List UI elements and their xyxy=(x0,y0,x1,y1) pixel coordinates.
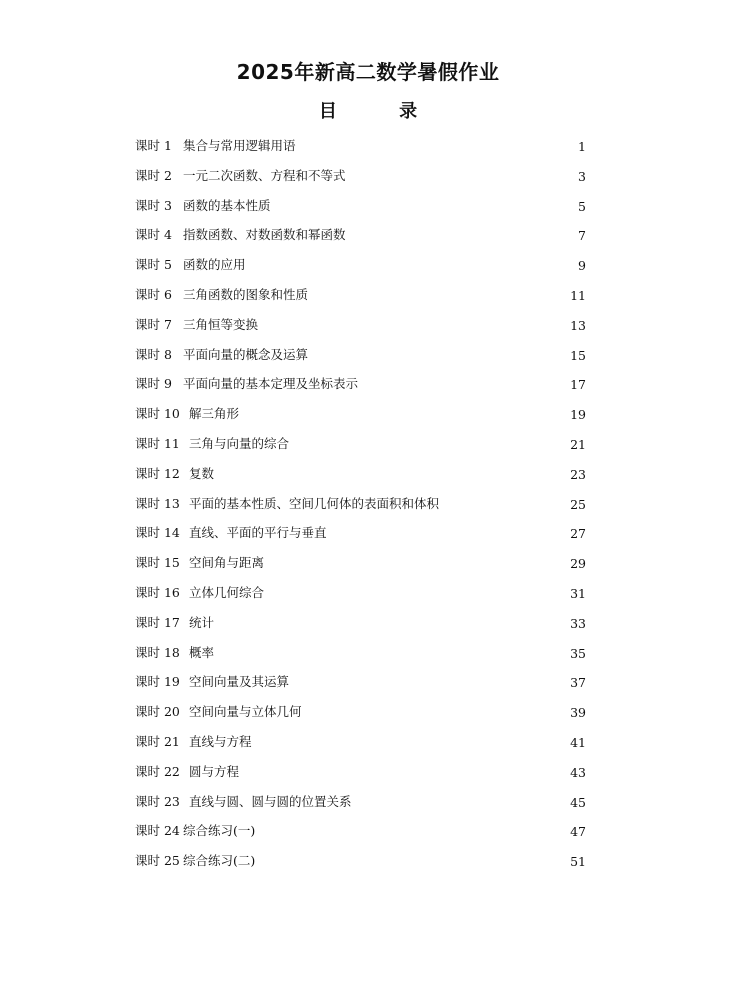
toc-lesson-number: 课时 14 xyxy=(135,525,180,541)
toc-topic: 三角函数的图象和性质 xyxy=(183,286,309,302)
toc-lesson-number: 课时 3 xyxy=(135,197,172,213)
toc-entry[interactable] xyxy=(135,726,590,756)
toc-lesson-number: 课时 22 xyxy=(135,763,180,779)
toc-entry[interactable] xyxy=(135,815,590,845)
toc-page-number: 3 xyxy=(578,168,586,184)
toc-page-number: 9 xyxy=(578,258,586,274)
toc-topic: 三角恒等变换 xyxy=(183,316,259,332)
toc-page-number: 7 xyxy=(578,228,586,244)
toc-page-number: 47 xyxy=(570,824,586,840)
toc-lesson-number: 课时 7 xyxy=(135,316,172,332)
toc-topic: 统计 xyxy=(189,614,215,630)
toc-topic: 综合练习(二) xyxy=(183,853,256,869)
toc-lesson-number: 课时 16 xyxy=(135,584,180,600)
toc-entry[interactable] xyxy=(135,517,590,547)
toc-lesson-number: 课时 23 xyxy=(135,793,180,809)
toc-entry[interactable] xyxy=(135,696,590,726)
toc-topic: 三角与向量的综合 xyxy=(189,435,290,451)
toc-topic: 平面的基本性质、空间几何体的表面积和体积 xyxy=(189,495,440,511)
toc-topic: 综合练习(一) xyxy=(183,823,256,839)
toc-topic: 函数的应用 xyxy=(183,257,246,273)
toc-topic: 平面向量的概念及运算 xyxy=(183,346,309,362)
toc-entry[interactable] xyxy=(135,279,590,309)
toc-lesson-number: 课时 2 xyxy=(135,167,172,183)
toc-entry[interactable] xyxy=(135,339,590,369)
toc-entry[interactable] xyxy=(135,488,590,518)
toc-page-number: 31 xyxy=(570,585,586,601)
toc-page-number: 1 xyxy=(578,139,586,154)
toc-page-number: 19 xyxy=(570,407,586,423)
toc-lesson-number: 课时 1 xyxy=(135,138,172,153)
toc-topic: 概率 xyxy=(189,644,215,660)
toc-page-number: 21 xyxy=(570,436,586,452)
toc-page-number: 51 xyxy=(570,854,586,870)
toc-lesson-number: 课时 4 xyxy=(135,227,172,243)
toc-topic: 解三角形 xyxy=(189,406,240,422)
toc-topic: 复数 xyxy=(189,465,215,481)
toc-entry[interactable] xyxy=(135,249,590,279)
toc-heading: 目 录 xyxy=(318,101,446,122)
toc-entry[interactable] xyxy=(135,368,590,398)
toc-topic: 指数函数、对数函数和幂函数 xyxy=(183,227,346,243)
toc-lesson-number: 课时 10 xyxy=(135,406,180,422)
toc-lesson-number: 课时 21 xyxy=(135,733,180,749)
toc-lesson-number: 课时 12 xyxy=(135,465,180,481)
toc-lesson-number: 课时 9 xyxy=(135,376,172,392)
toc-topic: 直线与圆、圆与圆的位置关系 xyxy=(189,793,352,809)
toc-entry[interactable] xyxy=(135,130,590,160)
toc-page-number: 35 xyxy=(570,645,586,661)
toc-entry[interactable] xyxy=(135,309,590,339)
toc-topic: 一元二次函数、方程和不等式 xyxy=(183,167,346,183)
toc-lesson-number: 课时 13 xyxy=(135,495,180,511)
toc-entry[interactable] xyxy=(135,845,590,875)
toc-topic: 直线、平面的平行与垂直 xyxy=(189,525,327,541)
toc-page-number: 37 xyxy=(570,675,586,691)
toc-lesson-number: 课时 17 xyxy=(135,614,180,630)
toc-entry[interactable] xyxy=(135,547,590,577)
toc-entry[interactable] xyxy=(135,786,590,816)
toc-topic: 直线与方程 xyxy=(189,733,252,749)
toc-entry[interactable] xyxy=(135,190,590,220)
toc-lesson-number: 课时 11 xyxy=(135,435,180,451)
toc-lesson-number: 课时 20 xyxy=(135,704,180,720)
toc-entry[interactable] xyxy=(135,219,590,249)
toc-entry[interactable] xyxy=(135,458,590,488)
toc-lesson-number: 课时 18 xyxy=(135,644,180,660)
toc-lesson-number: 课时 8 xyxy=(135,346,172,362)
toc-entry[interactable] xyxy=(135,607,590,637)
toc-topic: 空间向量与立体几何 xyxy=(189,704,302,720)
toc-page-number: 23 xyxy=(570,466,586,482)
toc-page-number: 13 xyxy=(570,317,586,333)
toc-entry[interactable] xyxy=(135,666,590,696)
toc-topic: 函数的基本性质 xyxy=(183,197,271,213)
toc-page-number: 11 xyxy=(570,287,586,303)
toc-page-number: 17 xyxy=(570,377,586,393)
toc-entry[interactable] xyxy=(135,637,590,667)
toc-entry[interactable] xyxy=(135,398,590,428)
toc-topic: 圆与方程 xyxy=(189,763,240,779)
toc-entry[interactable] xyxy=(135,756,590,786)
toc-page-number: 29 xyxy=(570,556,586,572)
toc-page-number: 39 xyxy=(570,705,586,721)
toc-entry[interactable] xyxy=(135,160,590,190)
toc-topic: 平面向量的基本定理及坐标表示 xyxy=(183,376,359,392)
toc-topic: 立体几何综合 xyxy=(189,584,265,600)
toc-page-number: 27 xyxy=(570,526,586,542)
toc-lesson-number: 课时 24 xyxy=(135,823,180,839)
table-of-contents xyxy=(135,130,590,875)
toc-page-number: 5 xyxy=(578,198,586,214)
toc-lesson-number: 课时 25 xyxy=(135,853,180,869)
toc-lesson-number: 课时 6 xyxy=(135,286,172,302)
toc-page-number: 45 xyxy=(570,794,586,810)
toc-page-number: 33 xyxy=(570,615,586,631)
toc-page-number: 25 xyxy=(570,496,586,512)
document-title: 2025年新高二数学暑假作业 xyxy=(236,60,500,84)
toc-entry[interactable] xyxy=(135,577,590,607)
toc-page-number: 15 xyxy=(570,347,586,363)
toc-page-number: 43 xyxy=(570,764,586,780)
toc-lesson-number: 课时 19 xyxy=(135,674,180,690)
toc-lesson-number: 课时 5 xyxy=(135,257,172,273)
toc-lesson-number: 课时 15 xyxy=(135,555,180,571)
toc-page-number: 41 xyxy=(570,734,586,750)
toc-topic: 空间向量及其运算 xyxy=(189,674,290,690)
toc-entry[interactable] xyxy=(135,428,590,458)
toc-topic: 空间角与距离 xyxy=(189,555,265,571)
toc-topic: 集合与常用逻辑用语 xyxy=(183,138,296,153)
